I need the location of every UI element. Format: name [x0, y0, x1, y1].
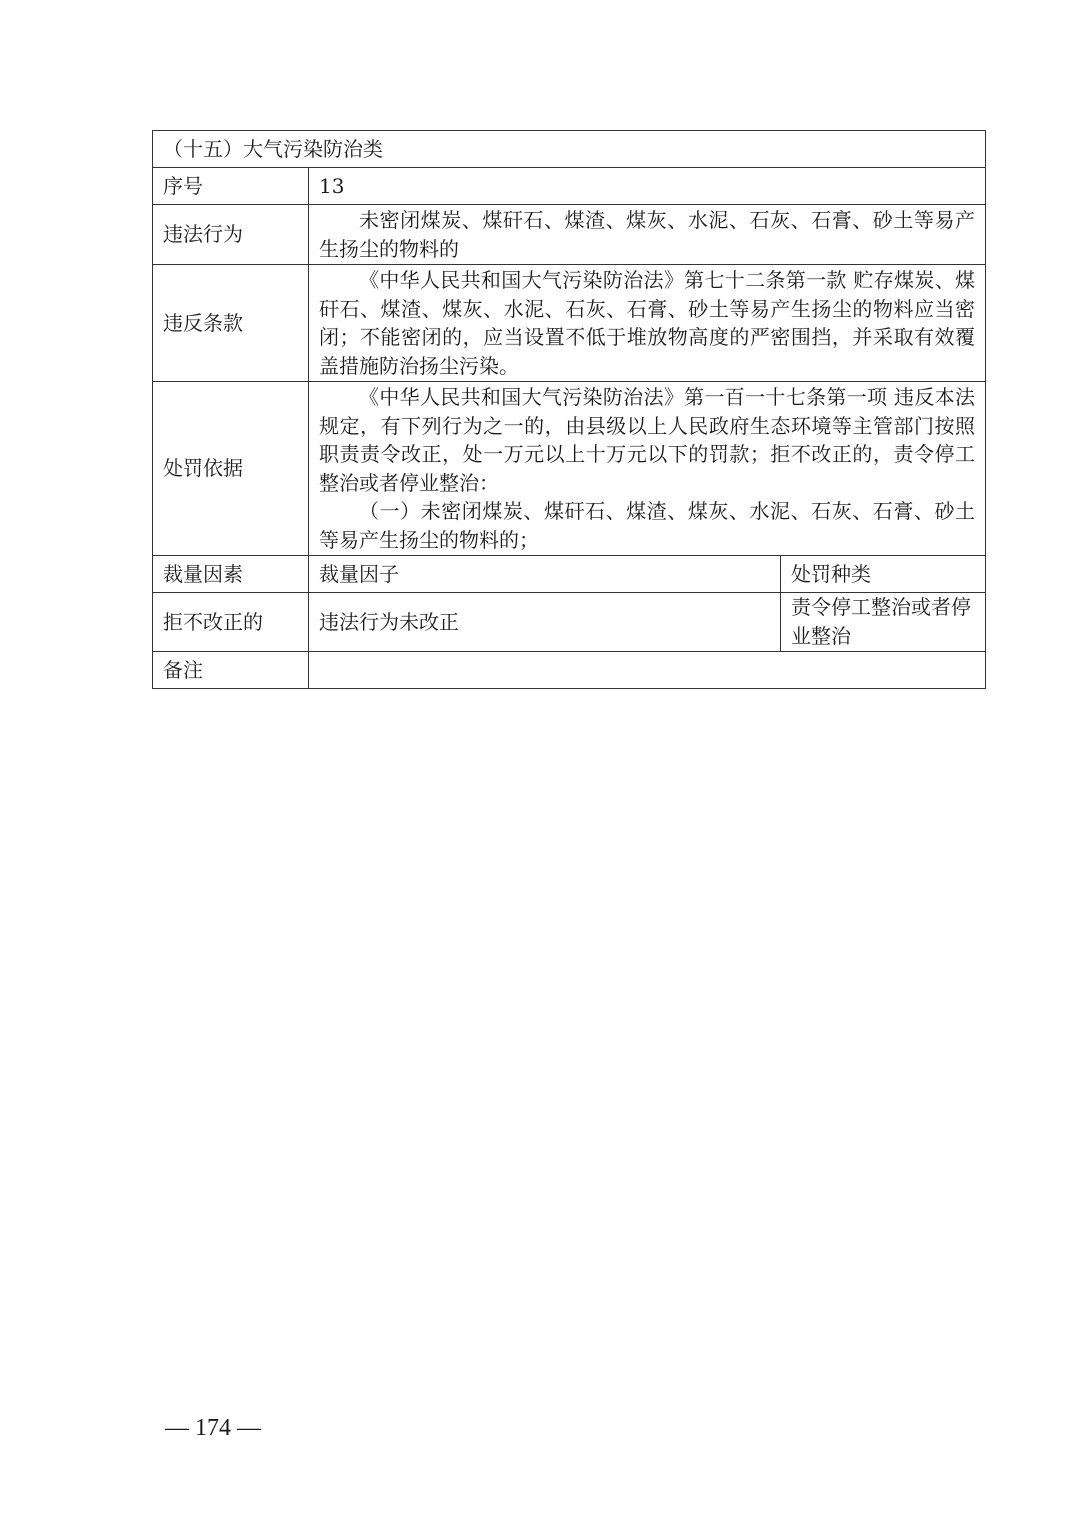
- violation-label: 违法行为: [153, 205, 309, 265]
- violation-cell: [309, 205, 986, 265]
- violated-provision-label: 违反条款: [153, 265, 309, 382]
- penalty-basis-paragraph-2: （一）未密闭煤炭、煤矸石、煤渣、煤灰、水泥、石灰、石膏、砂土等易产生扬尘的物料的；: [319, 499, 976, 552]
- violated-provision-row: [153, 265, 986, 382]
- category-title: （十五）大气污染防治类: [153, 131, 986, 168]
- penalty-standard-table: [152, 130, 986, 689]
- discretion-factor-header: 裁量因子: [309, 556, 781, 593]
- penalty-type: 责令停工整治或者停业整治: [781, 593, 986, 652]
- penalty-basis-paragraph-1: 《中华人民共和国大气污染防治法》第一百一十七条第一项 违反本法规定，有下列行为之一的，由县级以上人民政府生态环境等主管部门按照职责责令改正，处一万元以上十万元以下的罚款；拒不改正的，责令停工整治或者停业整治：: [319, 385, 976, 495]
- remarks-label: 备注: [153, 652, 309, 689]
- discretion-label: 裁量因素: [153, 556, 309, 593]
- violated-provision-cell: [309, 265, 986, 382]
- page-number: — 174 —: [165, 1415, 261, 1441]
- penalty-basis-row: [153, 382, 986, 556]
- category-row: [153, 131, 986, 168]
- penalty-basis-label: 处罚依据: [153, 382, 309, 556]
- penalty-basis-cell: [309, 382, 986, 556]
- violated-provision-text: 《中华人民共和国大气污染防治法》第七十二条第一款 贮存煤炭、煤矸石、煤渣、煤灰、水泥、石灰、石膏、砂土等易产生扬尘的物料应当密闭；不能密闭的，应当设置不低于堆放物高度的严密围挡，并采取有效覆盖措施防治扬尘污染。: [319, 268, 976, 378]
- penalty-type-header: 处罚种类: [781, 556, 986, 593]
- discretion-row-label: 拒不改正的: [153, 593, 309, 652]
- discretion-row: [153, 593, 986, 652]
- violation-row: [153, 205, 986, 265]
- violation-text: 未密闭煤炭、煤矸石、煤渣、煤灰、水泥、石灰、石膏、砂土等易产生扬尘的物料的: [319, 208, 976, 261]
- serial-value: 13: [309, 168, 986, 205]
- discretion-header-row: [153, 556, 986, 593]
- serial-row: [153, 168, 986, 205]
- remarks-value: [309, 652, 986, 689]
- serial-label: 序号: [153, 168, 309, 205]
- discretion-factor: 违法行为未改正: [309, 593, 781, 652]
- remarks-row: [153, 652, 986, 689]
